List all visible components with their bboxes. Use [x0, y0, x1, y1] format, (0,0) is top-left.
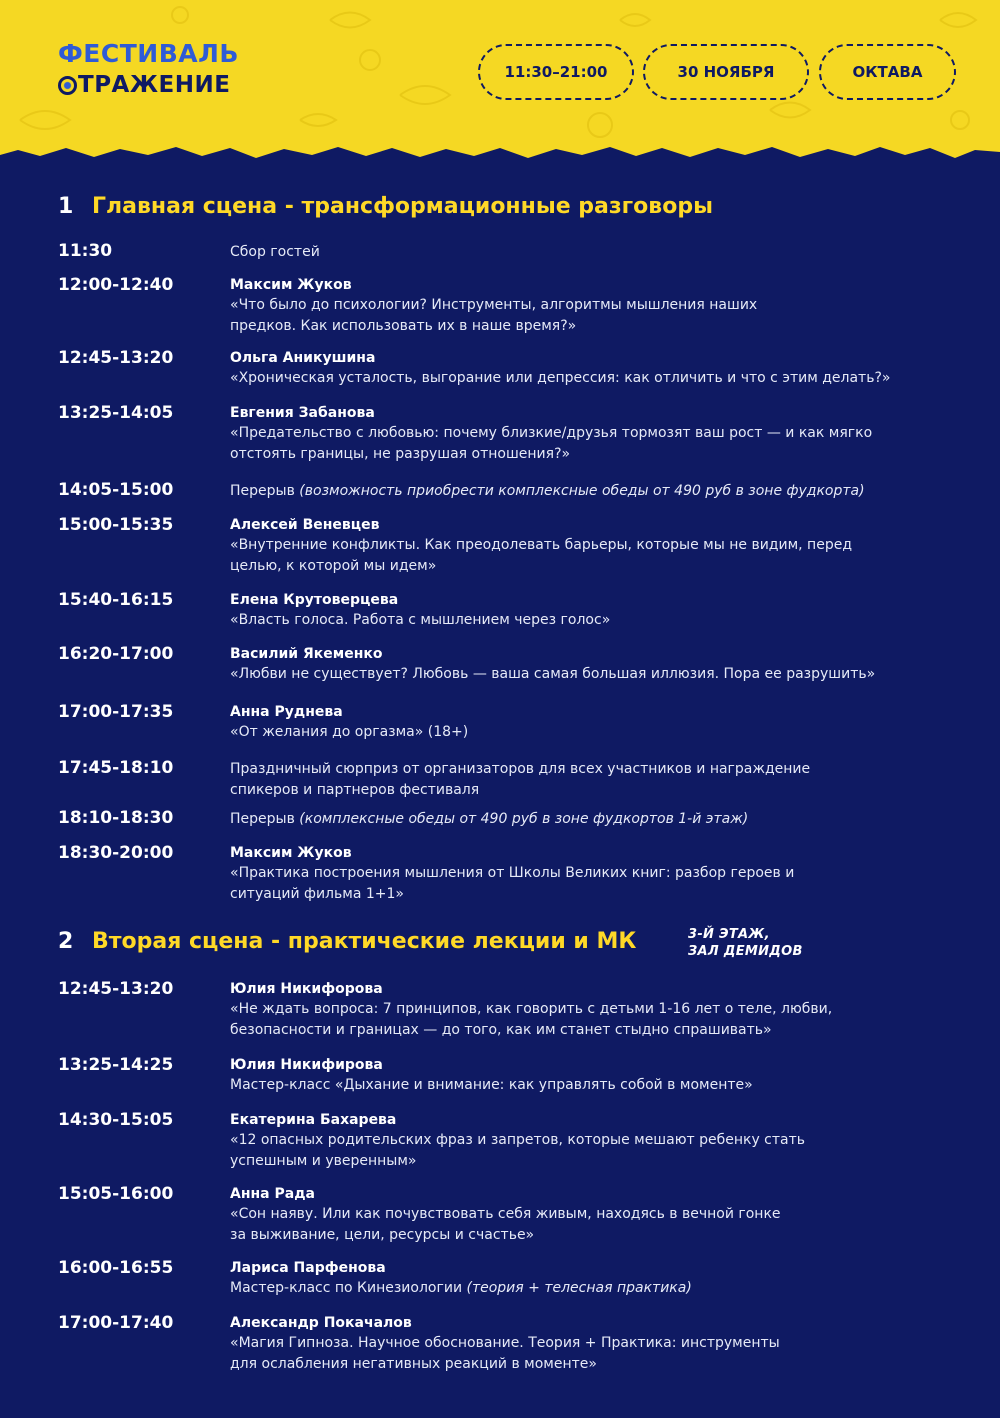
item-speaker: Максим Жуков: [230, 277, 352, 293]
header: [0, 0, 1000, 175]
item-speaker: Анна Руднева: [230, 704, 343, 720]
time-pill: 11:30–21:00: [478, 44, 634, 100]
item-time: 13:25-14:25: [58, 1055, 174, 1075]
item-desc: «Хроническая усталость, выгорание или депрессия: как отличить и что с этим делать?»: [230, 370, 891, 386]
item-desc: Перерыв: [230, 811, 295, 827]
item-speaker: Алексей Веневцев: [230, 517, 380, 533]
item-desc: Мастер-класс по Кинезиологии: [230, 1280, 463, 1296]
item-time: 11:30: [58, 241, 113, 261]
item-note: (возможность приобрести комплексные обеды от 490 руб в зоне фудкорта): [299, 483, 865, 499]
location-line1: 3-Й ЭТАЖ,: [688, 927, 770, 942]
item-speaker: Анна Рада: [230, 1186, 315, 1202]
item-time: 17:00-17:35: [58, 702, 174, 722]
stage2-heading: [58, 929, 636, 954]
item-desc: «Власть голоса. Работа с мышлением через голос»: [230, 612, 611, 628]
item-desc: Сбор гостей: [230, 244, 320, 260]
item-speaker: Екатерина Бахарева: [230, 1112, 397, 1128]
stage1-title: Главная сцена - трансформационные разговоры: [92, 194, 713, 219]
item-time: 14:05-15:00: [58, 480, 174, 500]
item-time: 13:25-14:05: [58, 403, 174, 423]
stage2-number: 2: [58, 929, 74, 954]
item-time: 15:05-16:00: [58, 1184, 174, 1204]
item-desc: «Предательство с любовью: почему близкие/друзья тормозят ваш рост — и как мягко отстоять границы, не разрушая отношения?»: [230, 425, 873, 462]
item-desc: «12 опасных родительских фраз и запретов, которые мешают ребенку стать успешным и уверенным»: [230, 1132, 806, 1169]
item-time: 16:20-17:00: [58, 644, 174, 664]
stage2-location: [688, 926, 803, 960]
item-desc: «Любви не существует? Любовь — ваша самая большая иллюзия. Пора ее разрушить»: [230, 666, 876, 682]
festival-logo: [58, 38, 239, 100]
item-speaker: Лариса Парфенова: [230, 1260, 386, 1276]
stage1-number: 1: [58, 194, 74, 219]
item-desc: «Что было до психологии? Инструменты, алгоритмы мышления наших предков. Как использовать их в наше время?»: [230, 297, 758, 334]
logo-line2: ТРАЖЕНИЕ: [78, 72, 231, 98]
item-speaker: Максим Жуков: [230, 845, 352, 861]
item-desc: «Внутренние конфликты. Как преодолевать барьеры, которые мы не видим, перед целью, к которой мы идем»: [230, 537, 852, 574]
item-desc: «От желания до оргазма» (18+): [230, 724, 469, 740]
item-desc: «Магия Гипноза. Научное обоснование. Теория + Практика: инструменты для ослабления негативных реакций в моменте»: [230, 1335, 780, 1372]
item-time: 15:40-16:15: [58, 590, 174, 610]
item-note: (теория + телесная практика): [466, 1280, 692, 1296]
item-time: 18:30-20:00: [58, 843, 174, 863]
logo-o-icon: [58, 76, 77, 95]
logo-line1: ФЕСТИВАЛЬ: [58, 39, 239, 68]
stage2-title: Вторая сцена - практические лекции и МК: [92, 929, 637, 954]
item-time: 12:00-12:40: [58, 275, 174, 295]
item-desc: Перерыв: [230, 483, 295, 499]
stage1-heading: [58, 194, 713, 219]
item-speaker: Елена Крутоверцева: [230, 592, 399, 608]
item-speaker: Александр Покачалов: [230, 1315, 412, 1331]
location-line2: ЗАЛ ДЕМИДОВ: [688, 944, 803, 959]
item-time: 18:10-18:30: [58, 808, 174, 828]
item-time: 15:00-15:35: [58, 515, 174, 535]
item-time: 17:45-18:10: [58, 758, 174, 778]
date-pill: 30 НОЯБРЯ: [643, 44, 809, 100]
item-time: 12:45-13:20: [58, 979, 174, 999]
item-desc: Мастер-класс «Дыхание и внимание: как управлять собой в моменте»: [230, 1077, 753, 1093]
venue-pill: ОКТАВА: [819, 44, 956, 100]
item-desc: «Сон наяву. Или как почувствовать себя живым, находясь в вечной гонке за выживание, цели, ресурсы и счастье»: [230, 1206, 781, 1243]
item-desc: «Практика построения мышления от Школы Великих книг: разбор героев и ситуаций фильма 1+1»: [230, 865, 795, 902]
item-speaker: Евгения Забанова: [230, 405, 375, 421]
item-speaker: Юлия Никифорова: [230, 981, 383, 997]
item-time: 17:00-17:40: [58, 1313, 174, 1333]
item-speaker: Василий Якеменко: [230, 646, 383, 662]
item-speaker: Юлия Никифирова: [230, 1057, 383, 1073]
item-time: 12:45-13:20: [58, 348, 174, 368]
item-time: 14:30-15:05: [58, 1110, 174, 1130]
item-note: (комплексные обеды от 490 руб в зоне фудкортов 1-й этаж): [299, 811, 749, 827]
item-desc: «Не ждать вопроса: 7 принципов, как говорить с детьми 1-16 лет о теле, любви, безопасности и границах — до того, как им станет стыдно спрашивать»: [230, 1001, 833, 1038]
item-speaker: Ольга Аникушина: [230, 350, 376, 366]
item-time: 16:00-16:55: [58, 1258, 174, 1278]
item-desc: Праздничный сюрприз от организаторов для всех участников и награждение спикеров и партнеров фестиваля: [230, 761, 811, 798]
